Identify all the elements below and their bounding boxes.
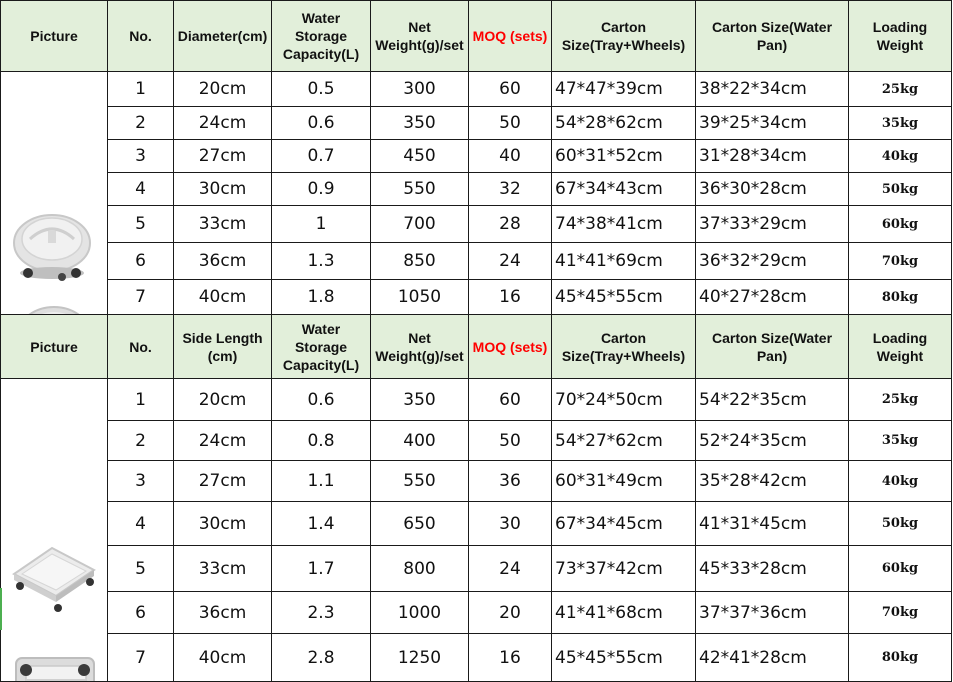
cell-carton-tray: 41*41*68cm — [552, 592, 696, 634]
cell-no: 5 — [108, 546, 174, 592]
cell-size: 40cm — [174, 634, 272, 682]
cell-water: 2.3 — [272, 592, 371, 634]
header-water: Water Storage Capacity(L) — [272, 1, 371, 72]
cell-loading: 60kg — [849, 546, 952, 592]
cell-carton-pan: 38*22*34cm — [696, 72, 849, 107]
cell-water: 1.1 — [272, 461, 371, 502]
header-net-weight: Net Weight(g)/set — [371, 315, 469, 379]
cell-carton-pan: 54*22*35cm — [696, 379, 849, 421]
table-row — [1, 634, 952, 682]
cell-loading: 25kg — [849, 72, 952, 107]
cell-carton-pan: 39*25*34cm — [696, 107, 849, 140]
cell-net: 700 — [371, 206, 469, 243]
cell-net: 400 — [371, 421, 469, 461]
cell-carton-tray: 67*34*45cm — [552, 502, 696, 546]
cell-water: 2.8 — [272, 634, 371, 682]
cell-size: 24cm — [174, 107, 272, 140]
cell-carton-tray: 60*31*49cm — [552, 461, 696, 502]
cell-water: 0.6 — [272, 107, 371, 140]
cell-size: 24cm — [174, 421, 272, 461]
cell-net: 300 — [371, 72, 469, 107]
header-no: No. — [108, 1, 174, 72]
table-row — [1, 173, 952, 206]
cell-carton-tray: 70*24*50cm — [552, 379, 696, 421]
cell-no: 6 — [108, 592, 174, 634]
table-row — [1, 107, 952, 140]
cell-moq: 24 — [469, 546, 552, 592]
round-picture-cell — [1, 72, 108, 315]
cell-loading: 50kg — [849, 502, 952, 546]
cell-water: 0.6 — [272, 379, 371, 421]
header-carton-pan: Carton Size(Water Pan) — [696, 1, 849, 72]
cell-net: 550 — [371, 173, 469, 206]
cell-loading: 80kg — [849, 280, 952, 315]
cell-net: 1050 — [371, 280, 469, 315]
round-tray-photo — [4, 193, 104, 315]
cell-carton-tray: 60*31*52cm — [552, 140, 696, 173]
cell-carton-tray: 74*38*41cm — [552, 206, 696, 243]
header-water: Water Storage Capacity(L) — [272, 315, 371, 379]
cell-moq: 40 — [469, 140, 552, 173]
cell-carton-tray: 54*27*62cm — [552, 421, 696, 461]
cell-carton-pan: 35*28*42cm — [696, 461, 849, 502]
table-row — [1, 140, 952, 173]
cell-no: 3 — [108, 461, 174, 502]
cell-size: 30cm — [174, 502, 272, 546]
cell-loading: 35kg — [849, 107, 952, 140]
header-moq: MOQ (sets) — [469, 315, 552, 379]
cell-size: 27cm — [174, 461, 272, 502]
cell-moq: 16 — [469, 634, 552, 682]
cell-size: 36cm — [174, 592, 272, 634]
square-tray-photo — [4, 530, 104, 682]
cell-no: 6 — [108, 243, 174, 280]
cell-size: 33cm — [174, 546, 272, 592]
cell-net: 350 — [371, 107, 469, 140]
cell-net: 800 — [371, 546, 469, 592]
cell-moq: 16 — [469, 280, 552, 315]
cell-net: 550 — [371, 461, 469, 502]
table-row — [1, 546, 952, 592]
table-row — [1, 461, 952, 502]
table-row — [1, 502, 952, 546]
cell-loading: 60kg — [849, 206, 952, 243]
cell-size: 20cm — [174, 72, 272, 107]
green-edge-marker — [0, 588, 2, 630]
cell-moq: 30 — [469, 502, 552, 546]
cell-carton-pan: 42*41*28cm — [696, 634, 849, 682]
cell-moq: 60 — [469, 379, 552, 421]
cell-carton-pan: 45*33*28cm — [696, 546, 849, 592]
cell-water: 0.9 — [272, 173, 371, 206]
cell-net: 450 — [371, 140, 469, 173]
cell-moq: 60 — [469, 72, 552, 107]
header-carton-tray: Carton Size(Tray+Wheels) — [552, 315, 696, 379]
cell-no: 4 — [108, 173, 174, 206]
cell-size: 40cm — [174, 280, 272, 315]
header-side-length: Side Length (cm) — [174, 315, 272, 379]
header-diameter: Diameter(cm) — [174, 1, 272, 72]
cell-size: 30cm — [174, 173, 272, 206]
table-row — [1, 72, 952, 107]
header-loading: Loading Weight — [849, 1, 952, 72]
cell-water: 1.7 — [272, 546, 371, 592]
cell-carton-pan: 52*24*35cm — [696, 421, 849, 461]
cell-moq: 50 — [469, 107, 552, 140]
cell-moq: 24 — [469, 243, 552, 280]
cell-size: 33cm — [174, 206, 272, 243]
cell-no: 4 — [108, 502, 174, 546]
cell-carton-tray: 67*34*43cm — [552, 173, 696, 206]
header-net-weight: Net Weight(g)/set — [371, 1, 469, 72]
cell-no: 2 — [108, 421, 174, 461]
table-row — [1, 280, 952, 315]
table-row — [1, 206, 952, 243]
cell-carton-pan: 36*30*28cm — [696, 173, 849, 206]
cell-carton-tray: 41*41*69cm — [552, 243, 696, 280]
cell-water: 0.8 — [272, 421, 371, 461]
cell-no: 1 — [108, 72, 174, 107]
cell-water: 1.8 — [272, 280, 371, 315]
cell-net: 1250 — [371, 634, 469, 682]
cell-no: 3 — [108, 140, 174, 173]
square-picture-cell — [1, 379, 108, 682]
header-picture: Picture — [1, 1, 108, 72]
header-carton-pan: Carton Size(Water Pan) — [696, 315, 849, 379]
cell-moq: 32 — [469, 173, 552, 206]
cell-moq: 50 — [469, 421, 552, 461]
cell-no: 2 — [108, 107, 174, 140]
table-row — [1, 379, 952, 421]
cell-loading: 70kg — [849, 243, 952, 280]
cell-no: 7 — [108, 280, 174, 315]
round-header-row — [1, 1, 952, 72]
cell-water: 0.7 — [272, 140, 371, 173]
cell-size: 27cm — [174, 140, 272, 173]
cell-no: 5 — [108, 206, 174, 243]
cell-carton-pan: 40*27*28cm — [696, 280, 849, 315]
cell-carton-tray: 45*45*55cm — [552, 280, 696, 315]
cell-size: 36cm — [174, 243, 272, 280]
cell-moq: 28 — [469, 206, 552, 243]
table-row — [1, 421, 952, 461]
cell-loading: 35kg — [849, 421, 952, 461]
header-moq: MOQ (sets) — [469, 1, 552, 72]
cell-loading: 25kg — [849, 379, 952, 421]
cell-moq: 36 — [469, 461, 552, 502]
cell-water: 0.5 — [272, 72, 371, 107]
cell-loading: 50kg — [849, 173, 952, 206]
cell-carton-tray: 54*28*62cm — [552, 107, 696, 140]
cell-net: 650 — [371, 502, 469, 546]
cell-carton-tray: 45*45*55cm — [552, 634, 696, 682]
cell-carton-tray: 73*37*42cm — [552, 546, 696, 592]
cell-carton-pan: 41*31*45cm — [696, 502, 849, 546]
header-loading: Loading Weight — [849, 315, 952, 379]
cell-net: 350 — [371, 379, 469, 421]
cell-loading: 40kg — [849, 461, 952, 502]
header-no: No. — [108, 315, 174, 379]
table-row — [1, 592, 952, 634]
cell-net: 850 — [371, 243, 469, 280]
header-picture: Picture — [1, 315, 108, 379]
cell-loading: 40kg — [849, 140, 952, 173]
cell-water: 1.3 — [272, 243, 371, 280]
cell-carton-tray: 47*47*39cm — [552, 72, 696, 107]
cell-loading: 70kg — [849, 592, 952, 634]
cell-no: 7 — [108, 634, 174, 682]
cell-carton-pan: 37*37*36cm — [696, 592, 849, 634]
cell-loading: 80kg — [849, 634, 952, 682]
cell-net: 1000 — [371, 592, 469, 634]
cell-carton-pan: 31*28*34cm — [696, 140, 849, 173]
table-row — [1, 243, 952, 280]
square-header-row — [1, 315, 952, 379]
cell-size: 20cm — [174, 379, 272, 421]
cell-no: 1 — [108, 379, 174, 421]
cell-carton-pan: 36*32*29cm — [696, 243, 849, 280]
cell-moq: 20 — [469, 592, 552, 634]
cell-carton-pan: 37*33*29cm — [696, 206, 849, 243]
cell-water: 1.4 — [272, 502, 371, 546]
cell-water: 1 — [272, 206, 371, 243]
header-carton-tray: Carton Size(Tray+Wheels) — [552, 1, 696, 72]
